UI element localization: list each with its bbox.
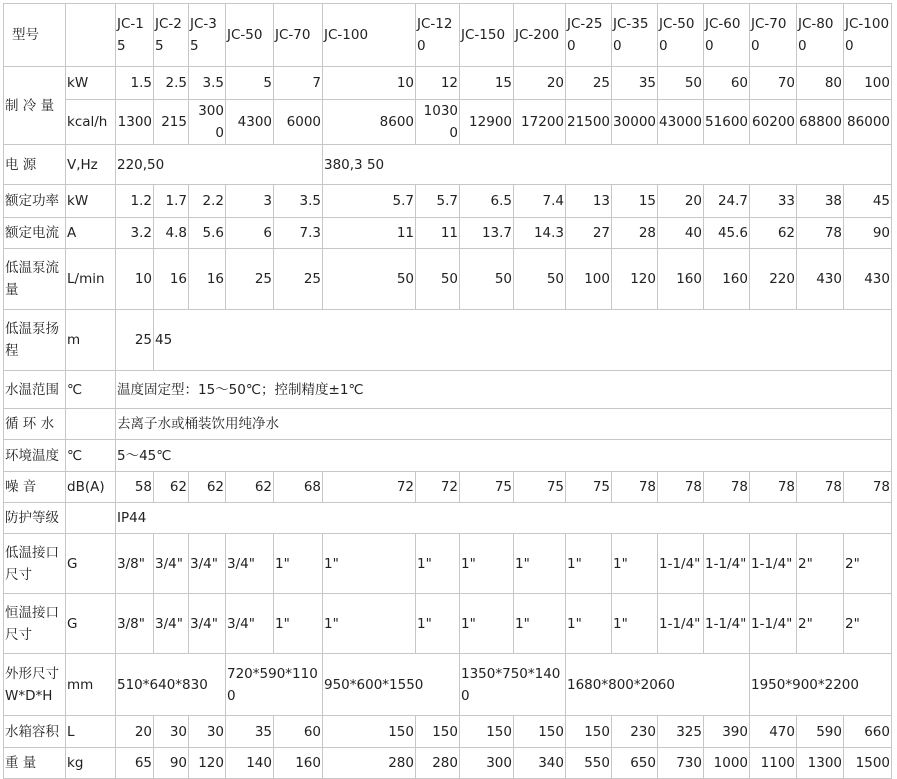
table-cell: 11 [416,218,460,249]
model-header: JC-800 [797,4,844,67]
table-cell: 1100 [750,748,797,779]
table-cell: 3/8" [116,534,154,594]
model-header: JC-35 [189,4,226,67]
table-cell: 7.4 [514,185,566,218]
table-row [4,249,892,310]
table-cell: 2" [797,534,844,594]
table-cell: 430 [844,249,892,310]
table-cell: 3.5 [274,185,323,218]
table-cell: 1" [612,594,658,654]
header-label: 型号 [4,4,66,67]
table-cell: 3000 [189,100,226,145]
model-header: JC-15 [116,4,154,67]
table-cell: 50 [460,249,514,310]
table-cell: 1-1/4" [750,534,797,594]
table-row [4,409,892,440]
table-cell: 25 [116,310,154,371]
table-cell: 72 [416,472,460,503]
table-cell: 78 [797,472,844,503]
table-cell: 3/8" [116,594,154,654]
row-unit: kW [66,185,116,218]
table-cell: 10 [323,67,416,100]
row-label: 环境温度 [4,440,66,472]
spec-table-body [4,4,892,779]
table-row [4,594,892,654]
table-cell: 1" [416,594,460,654]
table-cell: 7.3 [274,218,323,249]
table-cell: 62 [226,472,274,503]
table-cell: 50 [658,67,704,100]
model-header: JC-600 [704,4,750,67]
table-cell: 120 [612,249,658,310]
table-cell: 2.2 [189,185,226,218]
table-cell: 2" [797,594,844,654]
table-row [4,440,892,472]
row-unit: L/min [66,249,116,310]
table-cell: 78 [797,218,844,249]
table-cell: 280 [323,748,416,779]
row-label: 额定功率 [4,185,66,218]
table-cell: 12900 [460,100,514,145]
table-cell: 13 [566,185,612,218]
table-cell: 62 [154,472,189,503]
table-cell: 1" [460,594,514,654]
table-cell: 215 [154,100,189,145]
table-cell: 230 [612,716,658,748]
row-unit: G [66,534,116,594]
table-cell: 58 [116,472,154,503]
table-row [4,218,892,249]
row-unit: V,Hz [66,145,116,185]
table-cell: 430 [797,249,844,310]
table-cell: 100 [566,249,612,310]
table-cell: 1-1/4" [658,534,704,594]
table-cell: 40 [658,218,704,249]
table-cell: 25 [226,249,274,310]
table-cell: 78 [844,472,892,503]
table-cell: 1680*800*2060 [566,654,750,716]
table-cell: 140 [226,748,274,779]
table-cell: 660 [844,716,892,748]
row-label: 水箱容积 [4,716,66,748]
table-cell: 43000 [658,100,704,145]
model-header: JC-120 [416,4,460,67]
table-cell: 1" [514,534,566,594]
table-cell: 17200 [514,100,566,145]
row-unit: ℃ [66,440,116,472]
table-cell: 24.7 [704,185,750,218]
table-cell: 90 [844,218,892,249]
table-cell: 160 [658,249,704,310]
model-header: JC-200 [514,4,566,67]
table-cell: 1.7 [154,185,189,218]
table-cell: 27 [566,218,612,249]
table-cell: 3/4" [226,594,274,654]
row-label: 额定电流 [4,218,66,249]
table-cell: 160 [704,249,750,310]
table-row [4,534,892,594]
table-cell: 16 [154,249,189,310]
table-cell: 35 [612,67,658,100]
table-cell: 50 [416,249,460,310]
table-cell: 160 [274,748,323,779]
table-cell: 1" [566,594,612,654]
table-cell: 30000 [612,100,658,145]
table-cell: 150 [323,716,416,748]
table-cell: 45 [154,310,892,371]
table-cell: 50 [514,249,566,310]
table-cell: 78 [612,472,658,503]
table-cell: 1.5 [116,67,154,100]
table-cell: 950*600*1550 [323,654,460,716]
table-cell: 10 [116,249,154,310]
table-cell: 2" [844,594,892,654]
table-cell: 3.5 [189,67,226,100]
table-cell: 15 [460,67,514,100]
table-cell: 340 [514,748,566,779]
table-cell: 25 [274,249,323,310]
table-cell: 470 [750,716,797,748]
table-cell: 720*590*1100 [226,654,323,716]
row-label: 电 源 [4,145,66,185]
table-cell: 去离子水或桶装饮用纯净水 [116,409,892,440]
row-unit: G [66,594,116,654]
table-cell: 1300 [116,100,154,145]
table-cell: 12 [416,67,460,100]
table-cell: 5～45℃ [116,440,892,472]
table-row [4,100,892,145]
table-cell: 3/4" [226,534,274,594]
table-cell: 60 [704,67,750,100]
table-cell: 62 [189,472,226,503]
table-cell: 1350*750*1400 [460,654,566,716]
table-cell: 1-1/4" [704,534,750,594]
table-cell: 75 [566,472,612,503]
table-cell: 550 [566,748,612,779]
table-cell: 1" [323,594,416,654]
table-cell: 78 [704,472,750,503]
table-cell: 11 [323,218,416,249]
table-cell: 325 [658,716,704,748]
table-cell: 3/4" [189,594,226,654]
table-cell: 80 [797,67,844,100]
model-header: JC-250 [566,4,612,67]
table-cell: 3/4" [189,534,226,594]
table-cell: 60 [274,716,323,748]
table-cell: 51600 [704,100,750,145]
table-cell: 75 [514,472,566,503]
table-cell: 1-1/4" [658,594,704,654]
table-row [4,185,892,218]
table-cell: 14.3 [514,218,566,249]
table-cell: 70 [750,67,797,100]
row-unit [66,503,116,534]
table-cell: 7 [274,67,323,100]
table-cell: 16 [189,249,226,310]
table-row [4,67,892,100]
table-row [4,371,892,409]
model-header: JC-100 [323,4,416,67]
row-unit: A [66,218,116,249]
table-cell: 3 [226,185,274,218]
table-cell: 730 [658,748,704,779]
header-row [4,4,892,67]
row-unit: dB(A) [66,472,116,503]
spec-table [3,3,892,779]
table-cell: 20 [658,185,704,218]
table-cell: 1300 [797,748,844,779]
table-cell: 1000 [704,748,750,779]
table-cell: 30 [154,716,189,748]
table-cell: 650 [612,748,658,779]
table-cell: 35 [226,716,274,748]
table-cell: 20 [116,716,154,748]
table-cell: 5 [226,67,274,100]
table-cell: 1" [274,534,323,594]
table-cell: 150 [566,716,612,748]
table-cell: 72 [323,472,416,503]
table-cell: 8600 [323,100,416,145]
table-cell: 3/4" [154,594,189,654]
table-cell: 78 [658,472,704,503]
table-cell: 1950*900*2200 [750,654,892,716]
table-cell: 1500 [844,748,892,779]
model-header: JC-70 [274,4,323,67]
table-row [4,503,892,534]
row-unit: kW [66,67,116,100]
row-label: 恒温接口尺寸 [4,594,66,654]
header-unit-blank [66,4,116,67]
model-header: JC-700 [750,4,797,67]
table-cell: 100 [844,67,892,100]
table-row [4,310,892,371]
table-cell: 5.6 [189,218,226,249]
table-cell: 5.7 [416,185,460,218]
table-cell: 3/4" [154,534,189,594]
table-cell: 1" [323,534,416,594]
table-cell: 15 [612,185,658,218]
table-cell: 1.2 [116,185,154,218]
table-cell: 2.5 [154,67,189,100]
row-unit: mm [66,654,116,716]
table-cell: 20 [514,67,566,100]
model-header: JC-1000 [844,4,892,67]
table-cell: 33 [750,185,797,218]
table-cell: 150 [416,716,460,748]
row-unit: kcal/h [66,100,116,145]
row-label: 噪 音 [4,472,66,503]
row-label: 低温泵扬程 [4,310,66,371]
table-cell: 150 [460,716,514,748]
table-cell: 4.8 [154,218,189,249]
row-label: 循 环 水 [4,409,66,440]
table-cell: 38 [797,185,844,218]
table-cell: 6000 [274,100,323,145]
table-cell: 62 [750,218,797,249]
table-cell: 温度固定型：15～50℃；控制精度±1℃ [116,371,892,409]
table-cell: 390 [704,716,750,748]
table-cell: 120 [189,748,226,779]
row-label: 防护等级 [4,503,66,534]
table-cell: 590 [797,716,844,748]
table-cell: 30 [189,716,226,748]
table-row [4,472,892,503]
table-cell: 280 [416,748,460,779]
row-label: 水温范围 [4,371,66,409]
table-cell: 13.7 [460,218,514,249]
row-unit: m [66,310,116,371]
table-cell: IP44 [116,503,892,534]
row-label: 低温接口尺寸 [4,534,66,594]
model-header: JC-350 [612,4,658,67]
table-row [4,145,892,185]
table-row [4,748,892,779]
table-cell: 45 [844,185,892,218]
table-cell: 6.5 [460,185,514,218]
table-cell: 75 [460,472,514,503]
table-cell: 90 [154,748,189,779]
table-cell: 1" [416,534,460,594]
table-cell: 4300 [226,100,274,145]
table-cell: 50 [323,249,416,310]
row-label: 外形尺寸W*D*H [4,654,66,716]
row-label: 制 冷 量 [4,67,66,145]
row-unit [66,409,116,440]
table-cell: 60200 [750,100,797,145]
table-cell: 1" [274,594,323,654]
table-cell: 220,50 [116,145,323,185]
table-cell: 3.2 [116,218,154,249]
row-label: 重 量 [4,748,66,779]
table-cell: 1" [460,534,514,594]
table-cell: 25 [566,67,612,100]
model-header: JC-150 [460,4,514,67]
table-cell: 65 [116,748,154,779]
table-cell: 510*640*830 [116,654,226,716]
table-cell: 28 [612,218,658,249]
table-cell: 220 [750,249,797,310]
table-cell: 21500 [566,100,612,145]
model-header: JC-25 [154,4,189,67]
table-cell: 1-1/4" [750,594,797,654]
model-header: JC-500 [658,4,704,67]
table-cell: 1" [514,594,566,654]
row-label: 低温泵流量 [4,249,66,310]
table-cell: 380,3 50 [323,145,892,185]
row-unit: kg [66,748,116,779]
table-row [4,654,892,716]
model-header: JC-50 [226,4,274,67]
table-cell: 78 [750,472,797,503]
table-cell: 2" [844,534,892,594]
table-cell: 45.6 [704,218,750,249]
table-cell: 1-1/4" [704,594,750,654]
table-cell: 1" [612,534,658,594]
table-cell: 1" [566,534,612,594]
table-cell: 10300 [416,100,460,145]
row-unit: ℃ [66,371,116,409]
table-cell: 6 [226,218,274,249]
table-cell: 68 [274,472,323,503]
table-cell: 86000 [844,100,892,145]
table-cell: 300 [460,748,514,779]
table-cell: 68800 [797,100,844,145]
table-cell: 5.7 [323,185,416,218]
table-row [4,716,892,748]
table-cell: 150 [514,716,566,748]
row-unit: L [66,716,116,748]
